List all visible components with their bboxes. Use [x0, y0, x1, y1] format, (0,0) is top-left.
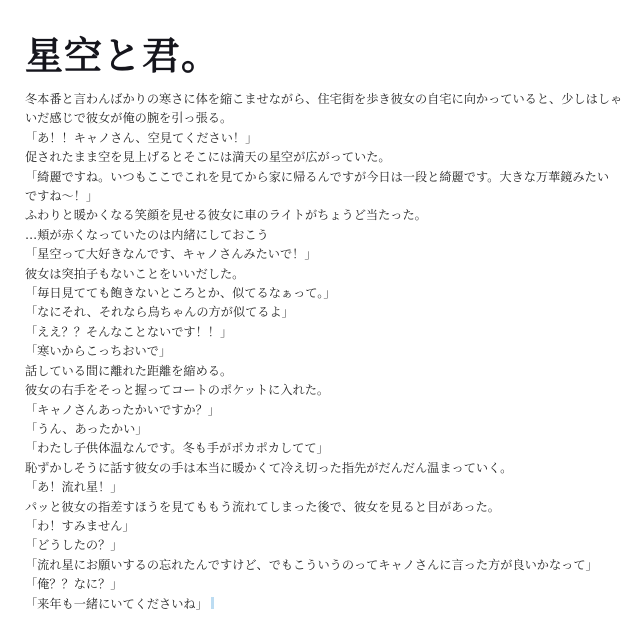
text-line: 「なにそれ、それなら烏ちゃんの方が似てるよ」 [25, 305, 294, 320]
text-line: 「あ！！キャノさん、空見てください！」 [25, 130, 258, 145]
text-line: 「毎日見てても飽きないところとか、似てるなぁって。」 [25, 286, 336, 301]
text-line: 促されたまま空を見上げるとそこには満天の星空が広がっていた。 [25, 150, 391, 165]
text-line: …頬が赤くなっていたのは内緒にしておこう [25, 227, 269, 242]
text-line: 話している間に離れた距離を縮める。 [25, 363, 233, 378]
text-line: ですね〜！」 [25, 189, 99, 204]
text-line: 「ええ？？そんなことないです！！」 [25, 324, 233, 339]
text-line: 彼女は突拍子もないことをいいだした。 [25, 266, 245, 281]
text-line: 冬本番と言わんばかりの寒さに体を縮こませながら、住宅街を歩き彼女の自宅に向かっていると、少しはしゃ [25, 92, 623, 106]
story-body [25, 90, 625, 614]
text-line: 「わ！すみません」 [25, 518, 135, 533]
text-line: 「流れ星にお願いするの忘れたんですけど、でもこういうのってキャノさんに言った方が良いかなって」 [25, 557, 598, 572]
text-line: 「俺？？なに？」 [25, 577, 123, 592]
text-cursor [211, 597, 214, 609]
text-line: 「うん、あったかい」 [25, 421, 148, 436]
text-line: パッと彼女の指差すほうを見てももう流れてしまった後で、彼女を見ると目があった。 [25, 499, 500, 514]
text-line: 「寒いからこっちおいで」 [25, 344, 172, 359]
last-line[interactable] [25, 595, 625, 614]
last-line-text: 「来年も一緒にいてくださいね」 [25, 596, 208, 611]
text-line: 「わたし子供体温なんです。冬も手がポカポカしてて」 [25, 441, 329, 456]
page-title: 星空と君。 [25, 34, 221, 78]
text-line: いだ感じで彼女が俺の腕を引っ張る。 [25, 111, 233, 126]
text-line: 「どうしたの？」 [25, 538, 123, 553]
text-line: 「キャノさんあったかいですか？」 [25, 402, 220, 417]
text-line: 「星空って大好きなんです、キャノさんみたいで！」 [25, 247, 317, 262]
text-line: 彼女の右手をそっと握ってコートのポケットに入れた。 [25, 383, 330, 398]
text-line: 「綺麗ですね。いつもここでこれを見てから家に帰るんですが今日は一段と綺麗です。大きな万華鏡みたい [25, 169, 610, 184]
text-line: 恥ずかしそうに話す彼女の手は本当に暖かくて冷え切った指先がだんだん温まっていく。 [25, 460, 513, 475]
text-line: 「あ！流れ星！」 [25, 480, 123, 495]
text-line: ふわりと暖かくなる笑顔を見せる彼女に車のライトがちょうど当たった。 [25, 208, 427, 223]
